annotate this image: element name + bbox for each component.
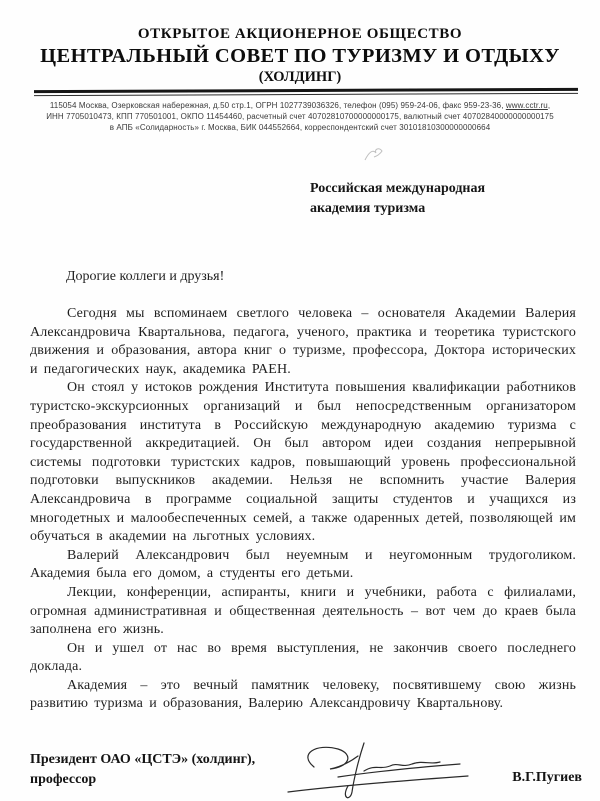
salutation: Дорогие коллеги и друзья! [66, 269, 225, 284]
paragraph-5: Он и ушел от нас во время выступления, не закончив своего последнего доклада. [30, 640, 576, 675]
signature-block [0, 742, 600, 801]
signer-title [30, 750, 255, 790]
letterhead [0, 0, 600, 86]
signature-scribble-icon [282, 740, 474, 801]
org-type-line: ОТКРЫТОЕ АКЦИОНЕРНОЕ ОБЩЕСТВО [137, 26, 463, 42]
requisites-address: 115054 Москва, Озерковская набережная, д.50 стр.1, ОГРН 1027739036326, телефон (095) 959-24-06, факс 959-23-36, [49, 101, 506, 110]
paragraph-4: Лекции, конференции, аспиранты, книги и учебники, работа с филиалами, огромная административная и общественная деятельность – вот чем до краев была заполнена его жизнь. [30, 584, 576, 638]
requisites-block [0, 100, 600, 133]
requisites-line-2: ИНН 7705010473, КПП 770501001, ОКПО 11454460, расчетный счет 40702810700000000175, валютный счет 40702840000000000175 [46, 112, 554, 121]
letterhead-divider-rule [34, 88, 578, 96]
handwritten-mark-icon [362, 146, 388, 164]
org-suffix-line: (ХОЛДИНГ) [258, 69, 342, 85]
signer-name: В.Г.Пугиев [512, 770, 582, 786]
addressee-line-1: Российская международная [310, 181, 486, 196]
paragraph-6: Академия – это вечный памятник человеку, посвятившему свою жизнь развитию туризма и образования, Валерию Александровичу Квартальнову. [30, 677, 576, 712]
addressee-block [310, 179, 600, 218]
requisites-line-1 [14, 100, 586, 111]
website-url: www.cctr.ru [505, 101, 548, 110]
signer-title-line-2: профессор [30, 772, 97, 788]
paragraph-1: Сегодня мы вспоминаем светлого человека – основателя Академии Валерия Александровича Квартальнова, педагога, ученого, практика и теоретика туристского движения и образования, автора книг о туризме, профессора, Доктора исторических и педагогических наук, академика РАЕН. [30, 306, 576, 377]
signer-title-line-1: Президент ОАО «ЦСТЭ» (холдинг), [30, 752, 256, 768]
paragraph-3: Валерий Александрович был неуемным и неугомонным трудоголиком. Академия была его домом, а студенты его детьми. [30, 547, 576, 582]
letter-body [0, 305, 600, 714]
requisites-line-3: в АПБ «Солидарность» г. Москва, БИК 044552664, корреспондентский счет 30101810300000000664 [109, 123, 491, 132]
addressee-line-2: академия туризма [310, 200, 426, 216]
paragraph-2: Он стоял у истоков рождения Института повышения квалификации работников туристско-экскурсионных организаций и был непосредственным организатором преобразования института в Российскую международную академию туризма с государственной аккредитацией. Он был автором идеи создания непрерывной системы подготовки туристских кадров, повышающий уровень профессиональной подготовки выпускников академии. Нельзя не вспомнить участие Валерия Александровича в программе социальной защиты студентов и учащихся из многодетных и малообеспеченных семей, а также одаренных детей, позволяющей им обучаться в академии на льготных условиях. [30, 380, 576, 545]
requisites-line-1-tail: , [547, 101, 551, 110]
org-name-line: ЦЕНТРАЛЬНЫЙ СОВЕТ ПО ТУРИЗМУ И ОТДЫХУ [40, 45, 560, 67]
